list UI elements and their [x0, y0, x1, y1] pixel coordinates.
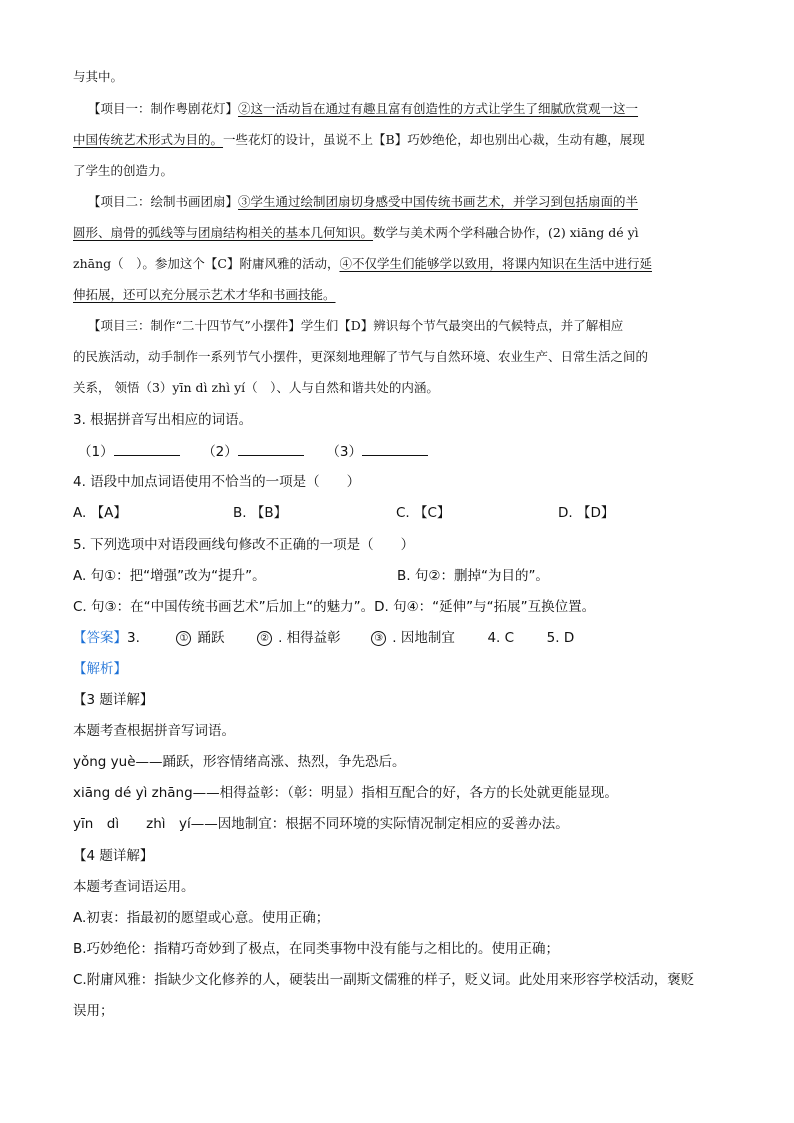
circle-3-icon: ③	[371, 631, 386, 646]
project-one-line-2	[73, 130, 645, 150]
project-three-line-1: 【项目三：制作“二十四节气”小摆件】学生们【D】辨识每个节气最突出的气候特点，并了解相应	[88, 318, 624, 333]
answer-1: 踊跃	[197, 630, 225, 646]
question-5: 5. 下列选项中对语段画线句修改不正确的一项是（ ）	[73, 537, 415, 553]
underlined-sentence-3-cont: 圆形、扇骨的弧线等与团扇结构相关的基本几何知识。	[73, 225, 374, 240]
question-5-options-cd: C. 句③：在“中国传统书画艺术”后加上“的魅力”。D. 句④：“延伸”与“拓展”互换位置。	[73, 599, 596, 615]
section-heading-4: 【4 题详解】	[73, 848, 154, 864]
underlined-sentence-2: ②这一活动旨在通过有趣且富有创造性的方式让学生了细腻欣赏观一这一	[238, 101, 639, 116]
section-heading-3: 【3 题详解】	[73, 692, 154, 708]
underlined-sentence-4: ④不仅学生们能够学以致用，将课内知识在生活中进行延	[339, 256, 652, 271]
underlined-sentence-3: ③学生通过绘制团扇切身感受中国传统书画艺术，并学习到包括扇面的半	[238, 194, 639, 209]
blank-3	[362, 441, 428, 456]
passage-text: 一些花灯的设计，虽说不上【B】巧妙绝伦，却也别出心裁，生动有趣，展现	[223, 132, 645, 147]
question-3: 3. 根据拼音写出相应的词语。	[73, 412, 253, 428]
passage-line: 与其中。	[73, 69, 124, 84]
passage-text: zhāng（ ）。参加这个【C】附庸风雅的活动，	[73, 256, 340, 271]
blank-2	[238, 441, 304, 456]
analysis-text: 本题考查词语运用。	[73, 879, 195, 895]
pinyin-explanation-1: yǒng yuè——踊跃，形容情绪高涨、热烈，争先恐后。	[73, 754, 406, 770]
answer-label: 【答案】	[73, 630, 127, 646]
project-two-line-4	[73, 285, 336, 305]
answer-3: . 因地制宜	[392, 630, 455, 646]
answer-line	[73, 628, 574, 648]
analysis-label: 【解析】	[73, 661, 127, 677]
blank-1	[114, 441, 180, 456]
circle-2-icon: ②	[257, 631, 272, 646]
option-b: B. 句②：删掉“为目的”。	[397, 568, 549, 584]
option-d: D. 【D】	[558, 505, 615, 521]
option-a: A. 【A】	[73, 505, 127, 521]
option-b: B. 【B】	[233, 505, 288, 521]
project-two-heading: 【项目二：绘制书画团扇】	[88, 194, 239, 209]
project-one-line-3: 了学生的创造力。	[73, 163, 174, 178]
project-two-line-1	[88, 192, 638, 212]
underlined-sentence-4-cont: 伸拓展，还可以充分展示艺术才华和书画技能。	[73, 287, 336, 302]
passage-text: 数学与美术两个学科融合协作，(2) xiāng dé yì	[373, 225, 639, 240]
project-three-line-3: 关系， 领悟（3）yīn dì zhì yí（ ）、人与自然和谐共处的内涵。	[73, 380, 439, 395]
analysis-text: 本题考查根据拼音写词语。	[73, 723, 235, 739]
answer-5: 5. D	[546, 630, 575, 646]
pinyin-explanation-3: yīn dì zhì yí——因地制宜：根据不同环境的实际情况制定相应的妥善办法。	[73, 816, 569, 832]
project-one-line-1	[88, 99, 638, 119]
option-a: A. 句①：把“增强”改为“提升”。	[73, 568, 266, 584]
project-three-line-2: 的民族活动，动手制作一系列节气小摆件，更深刻地理解了节气与自然环境、农业生产、日常生活之间的	[73, 349, 649, 364]
underlined-sentence-2-cont: 中国传统艺术形式为目的。	[73, 132, 224, 147]
option-analysis-a: A.初衷：指最初的愿望或心意。使用正确；	[73, 910, 330, 926]
answer-2: . 相得益彰	[278, 630, 341, 646]
blank-3-label: （3）	[326, 444, 362, 460]
blank-1-label: （1）	[78, 444, 114, 460]
answer-number: 3.	[127, 630, 140, 646]
question-4: 4. 语段中加点词语使用不恰当的一项是（ ）	[73, 474, 361, 490]
circle-1-icon: ①	[176, 631, 191, 646]
option-analysis-b: B.巧妙绝伦：指精巧奇妙到了极点，在同类事物中没有能与之相比的。使用正确；	[73, 941, 560, 957]
blank-2-label: （2）	[202, 444, 238, 460]
project-two-line-3	[73, 254, 652, 274]
question-4-options	[73, 503, 713, 523]
option-analysis-c: C.附庸风雅：指缺少文化修养的人，硬装出一副斯文儒雅的样子，贬义词。此处用来形容学校活动，褒贬	[73, 972, 695, 988]
project-two-line-2	[73, 223, 639, 243]
option-analysis-c-cont: 误用；	[73, 1003, 114, 1019]
option-c: C. 【C】	[396, 505, 451, 521]
question-3-blanks	[78, 441, 428, 462]
project-one-heading: 【项目一：制作粤剧花灯】	[88, 101, 239, 116]
pinyin-explanation-2: xiāng dé yì zhāng——相得益彰：（彰：明显）指相互配合的好，各方的长处就更能显现。	[73, 785, 618, 801]
question-5-options-ab	[73, 566, 713, 586]
answer-4: 4. C	[487, 630, 515, 646]
